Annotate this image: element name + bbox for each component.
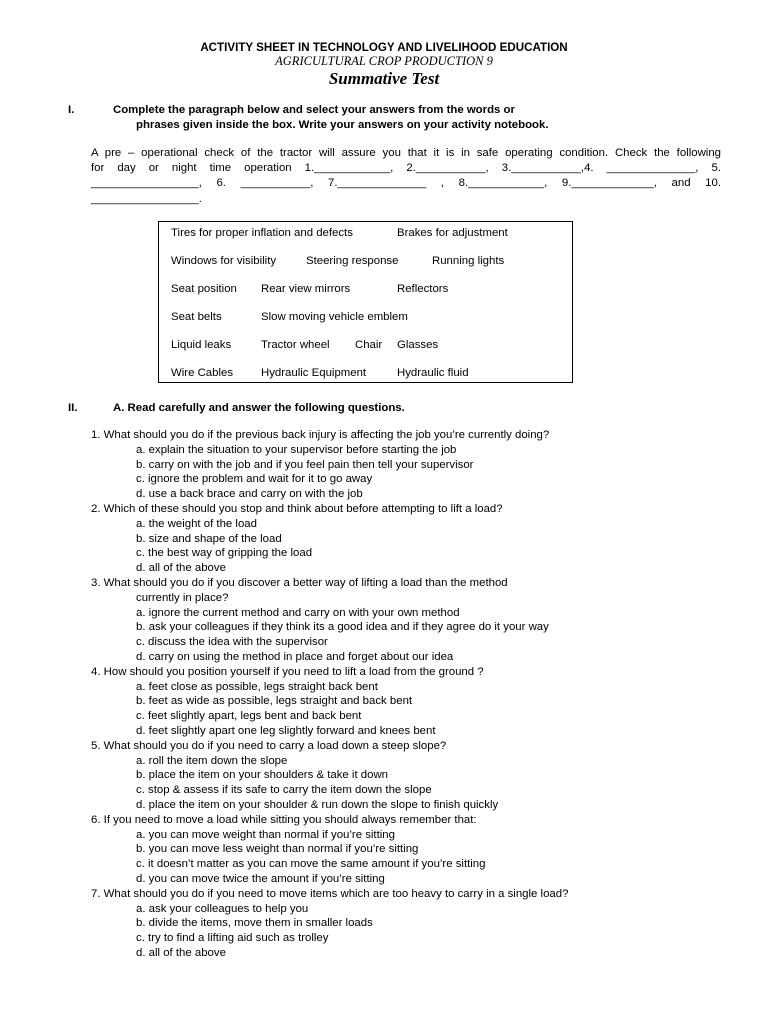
word-choice: Chair (355, 339, 383, 351)
answer-option: a. explain the situation to your supervisor before starting the job (136, 443, 457, 456)
answer-option: b. ask your colleagues if they think its a good idea and if they agree do it your way (136, 621, 549, 634)
answer-option: b. size and shape of the load (136, 532, 282, 545)
answer-option: b. carry on with the job and if you feel pain then tell your supervisor (136, 458, 474, 471)
answer-option: d. all of the above (136, 562, 226, 575)
answer-option: b. feet as wide as possible, legs straight and back bent (136, 695, 413, 708)
answer-option: d. all of the above (136, 946, 226, 959)
section-1-number: I. (68, 104, 75, 116)
word-choice: Tires for proper inflation and defects (171, 227, 353, 239)
question-stem: 7. What should you do if you need to move items which are too heavy to carry in a single load? (91, 887, 569, 900)
question-stem: 5. What should you do if you need to carry a load down a steep slope? (91, 739, 447, 752)
word-choice: Slow moving vehicle emblem (261, 311, 408, 323)
answer-option: b. place the item on your shoulders & take it down (136, 769, 389, 782)
word-choice: Hydraulic fluid (397, 367, 469, 379)
word-choice: Seat belts (171, 311, 222, 323)
answer-option: a. the weight of the load (136, 517, 257, 530)
word-choice: Hydraulic Equipment (261, 367, 367, 379)
section-2-number: II. (68, 402, 78, 414)
question-stem: 6. If you need to move a load while sitting you should always remember that: (91, 813, 477, 826)
paragraph-line: A pre – operational check of the tractor will assure you that it is in safe operating condition. Check the following (91, 147, 721, 159)
answer-option: c. stop & assess if its safe to carry the item down the slope (136, 784, 432, 797)
answer-option: b. divide the items, move them in smaller loads (136, 917, 373, 930)
answer-option: a. ask your colleagues to help you (136, 902, 309, 915)
word-choice: Seat position (171, 283, 237, 295)
word-choice: Liquid leaks (171, 339, 232, 351)
section-1-instruction-line-1: Complete the paragraph below and select your answers from the words or (113, 104, 515, 116)
answer-option: c. discuss the idea with the supervisor (136, 636, 328, 649)
answer-option: c. feet slightly apart, legs bent and back bent (136, 710, 362, 723)
question-stem: 4. How should you position yourself if you need to lift a load from the ground ? (91, 665, 484, 678)
answer-option: d. you can move twice the amount if you’re sitting (136, 872, 385, 885)
answer-option: a. you can move weight than normal if you’re sitting (136, 828, 395, 841)
word-choice: Brakes for adjustment (397, 227, 508, 239)
paragraph-line: _________________, 6. ___________, 7.______________ , 8.____________, 9._____________, and 10. (91, 177, 721, 190)
question-stem: 3. What should you do if you discover a better way of lifting a load than the method (91, 576, 508, 589)
fill-in-paragraph (91, 146, 721, 207)
header-course-title: AGRICULTURAL CROP PRODUCTION 9 (275, 54, 493, 68)
section-1-instruction-line-2: phrases given inside the box. Write your answers on your activity notebook. (136, 119, 549, 131)
question-stem-continuation: currently in place? (136, 591, 229, 604)
paragraph-line: for day or night time operation 1.____________, 2.___________, 3.___________,4. ______________, 5. (91, 162, 721, 175)
question-list (0, 428, 768, 961)
answer-option: d. place the item on your shoulder & run down the slope to finish quickly (136, 798, 499, 811)
answer-option: a. ignore the current method and carry on with your own method (136, 606, 460, 619)
word-choice: Tractor wheel (261, 339, 330, 351)
word-choice: Windows for visibility (171, 255, 277, 267)
word-choice: Steering response (306, 255, 399, 267)
header-subject-title: ACTIVITY SHEET IN TECHNOLOGY AND LIVELIHOOD EDUCATION (200, 41, 568, 54)
word-choice-box (158, 221, 573, 383)
answer-option: c. the best way of gripping the load (136, 547, 313, 560)
word-choice: Glasses (397, 339, 439, 351)
answer-option: b. you can move less weight than normal if you’re sitting (136, 843, 419, 856)
answer-option: d. carry on using the method in place and forget about our idea (136, 650, 454, 663)
answer-option: c. ignore the problem and wait for it to go away (136, 473, 373, 486)
answer-option: c. try to find a lifting aid such as trolley (136, 932, 329, 945)
answer-option: c. it doesn’t matter as you can move the same amount if you’re sitting (136, 858, 486, 871)
question-stem: 1. What should you do if the previous back injury is affecting the job you’re currently doing? (91, 429, 550, 441)
header-test-title: Summative Test (328, 69, 440, 88)
word-choice: Rear view mirrors (261, 283, 351, 295)
answer-option: a. roll the item down the slope (136, 754, 288, 767)
section-2-heading: A. Read carefully and answer the following questions. (113, 402, 405, 414)
question-stem: 2. Which of these should you stop and think about before attempting to lift a load? (91, 502, 503, 515)
paragraph-line: _________________. (91, 192, 202, 205)
answer-option: a. feet close as possible, legs straight back bent (136, 680, 378, 693)
word-choice: Wire Cables (171, 367, 234, 379)
answer-option: d. use a back brace and carry on with the job (136, 488, 363, 501)
answer-option: d. feet slightly apart one leg slightly forward and knees bent (136, 724, 436, 737)
word-choice: Running lights (432, 255, 505, 267)
word-choice: Reflectors (397, 283, 449, 295)
